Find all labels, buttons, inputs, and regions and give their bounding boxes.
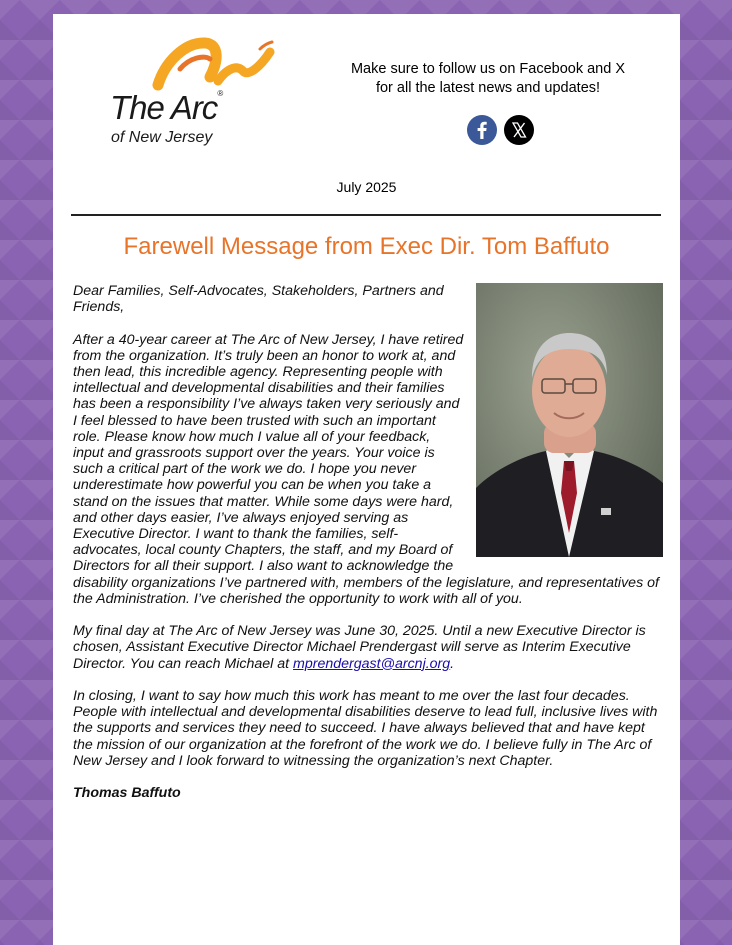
logo-wordmark <box>110 89 222 127</box>
email-link[interactable]: mprendergast@arcnj.org <box>293 655 451 672</box>
greeting: Dear Families, Self-Advocates, Stakeholders, Partners and Friends, <box>73 283 444 316</box>
x-icon <box>504 115 534 145</box>
paragraph-2 <box>73 623 663 672</box>
arc-logo[interactable] <box>110 37 290 167</box>
paragraph-2-end: . <box>450 655 455 672</box>
logo-subtitle: of New Jersey <box>111 129 213 146</box>
facebook-button[interactable] <box>467 115 497 145</box>
logo-registered-mark: ® <box>217 89 223 98</box>
social-links <box>467 115 534 145</box>
logo-name: The Arc <box>110 89 218 126</box>
portrait-photo <box>476 283 663 557</box>
article-body <box>73 283 663 818</box>
x-button[interactable] <box>504 115 534 145</box>
issue-date: July 2025 <box>336 179 397 195</box>
follow-message <box>338 60 638 98</box>
portrait-image <box>476 283 663 557</box>
newsletter-card <box>53 14 680 945</box>
follow-line-2: for all the latest news and updates! <box>375 80 601 96</box>
facebook-icon <box>467 115 497 145</box>
paragraph-1: After a 40-year career at The Arc of New Jersey, I have retired from the organization. It’s truly been an honor to work at, and then lead, this incredible agency. Representing people with intellectual and developmental disabilities and their families has been a responsibility I’ve always taken very seriously and I feel blessed to have been trusted with such an important role. Please know how much I value all of your feedback, input and grassroots support over the years. Your voice is such a critical part of the work we do. I hope you never underestimate how powerful you can be when you take a stand on the issues that matter. While some days were hard, and other days easier, I’ve always enjoyed serving as Executive Director. I want to thank the families, self-advocates, local county Chapters, the staff, and my Board of Directors for all their support. I also want to acknowledge the disability organizations I’ve partnered with, members of the legislature, and representatives of the Administration. I’ve cherished the opportunity to work with all of you. <box>73 331 659 607</box>
article-headline: Farewell Message from Exec Dir. Tom Baffuto <box>123 233 610 260</box>
follow-line-1: Make sure to follow us on Facebook and X <box>350 61 626 77</box>
paragraph-2-text: My final day at The Arc of New Jersey was June 30, 2025. Until a new Executive Director is chosen, Assistant Executive Director Michael Prendergast will serve as Interim Executive Director. You can reach Michael at <box>73 623 646 672</box>
paragraph-3: In closing, I want to say how much this work has meant to me over the last four decades. People with intellectual and developmental disabilities deserve to lead full, inclusive lives with the supports and services they need to succeed. I have always believed that and have kept the mission of our organization at the forefront of the work we do. I believe fully in The Arc of New Jersey and I look forward to witnessing the organization’s next Chapter. <box>73 688 658 769</box>
divider <box>71 214 661 216</box>
signature: Thomas Baffuto <box>73 785 181 802</box>
